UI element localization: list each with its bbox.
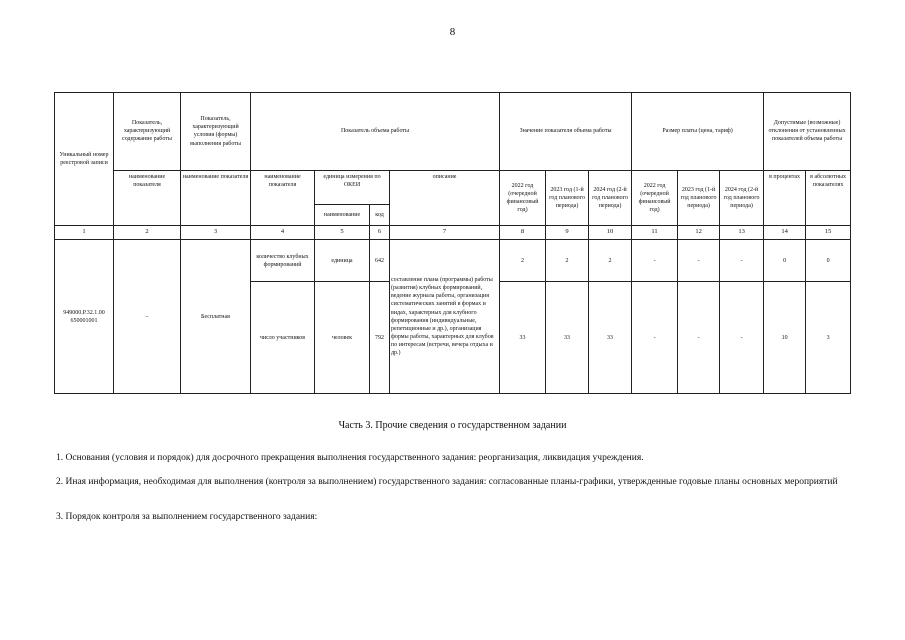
column-number: 8 (500, 225, 546, 240)
condition-value: Бесплатная (181, 240, 251, 394)
subheader-deviation-absolute: в абсолютных показателях (806, 170, 851, 225)
content-value: – (114, 240, 181, 394)
fee-2024: - (720, 240, 764, 282)
header-fee: Размер платы (цена, тариф) (632, 93, 764, 171)
column-number: 7 (390, 225, 500, 240)
unit-code: 792 (370, 282, 390, 394)
value-2023: 33 (546, 282, 589, 394)
page-number: 8 (449, 26, 456, 38)
subheader-indicator-name: наименование показателя (114, 170, 181, 225)
subheader-fee-2022: 2022 год (очередной финансовый год) (632, 170, 678, 225)
column-number: 13 (720, 225, 764, 240)
registry-number: 949000.Р.32.1.00 650001001 (55, 240, 114, 394)
paragraph-termination-grounds: 1. Основания (условия и порядок) для досрочного прекращения выполнения государственного задания: реорганизация, ликвидация учреждения. (56, 453, 644, 463)
fee-2024: - (720, 282, 764, 394)
column-number: 15 (806, 225, 851, 240)
subheader-okei-code: код (370, 204, 390, 225)
subheader-fee-2024: 2024 год (2-й год планового периода) (720, 170, 764, 225)
subheader-year-2022: 2022 год (очередной финансовый год) (500, 170, 546, 225)
table-row (55, 240, 851, 282)
column-number: 5 (315, 225, 370, 240)
subheader-okei-unit: единица измерения по ОКЕИ (315, 170, 390, 204)
header-unique-number: Уникальный номер реестровой записи (55, 93, 114, 226)
header-volume-indicator: Показатель объема работы (251, 93, 500, 171)
subheader-year-2024: 2024 год (2-й год планового периода) (589, 170, 632, 225)
unit-name: единица (315, 240, 370, 282)
column-number: 11 (632, 225, 678, 240)
column-number: 12 (678, 225, 720, 240)
column-number: 4 (251, 225, 315, 240)
indicator-name: количество клубных формирований (251, 240, 315, 282)
indicator-name: число участников (251, 282, 315, 394)
deviation-percent: 10 (764, 282, 806, 394)
column-number: 6 (370, 225, 390, 240)
deviation-absolute: 0 (806, 240, 851, 282)
column-numbers-row (55, 225, 851, 240)
column-number: 14 (764, 225, 806, 240)
value-2022: 2 (500, 240, 546, 282)
column-number: 1 (55, 225, 114, 240)
deviation-absolute: 3 (806, 282, 851, 394)
fee-2023: - (678, 282, 720, 394)
subheader-fee-2023: 2023 год (1-й год планового периода) (678, 170, 720, 225)
value-2023: 2 (546, 240, 589, 282)
header-content-indicator: Показатель, характеризующий содержание работы (114, 93, 181, 171)
fee-2023: - (678, 240, 720, 282)
part3-title: Часть 3. Прочие сведения о государственном задании (338, 420, 567, 431)
column-number: 9 (546, 225, 589, 240)
header-deviation: Допустимые (возможные) отклонения от установленных показателей объема работы (764, 93, 851, 171)
column-number: 10 (589, 225, 632, 240)
value-2022: 33 (500, 282, 546, 394)
subheader-year-2023: 2023 год (1-й год планового периода) (546, 170, 589, 225)
column-number: 3 (181, 225, 251, 240)
subheader-indicator-name: наименование показателя (181, 170, 251, 225)
fee-2022: - (632, 282, 678, 394)
paragraph-other-info: 2. Иная информация, необходимая для выполнения (контроля за выполнением) государственного задания: согласованные планы-графики, утвержденные годовые планы основных мероприятий (56, 477, 838, 487)
header-condition-indicator: Показатель, характеризующий условия (формы) выполнения работы (181, 93, 251, 171)
fee-2022: - (632, 240, 678, 282)
header-volume-value: Значение показателя объема работы (500, 93, 632, 171)
subheader-deviation-percent: в процентах (764, 170, 806, 225)
paragraph-control-procedure: 3. Порядок контроля за выполнением государственного задания: (56, 512, 318, 522)
subheader-okei-name: наименование (315, 204, 370, 225)
subheader-description: описание (390, 170, 500, 225)
deviation-percent: 0 (764, 240, 806, 282)
column-number: 2 (114, 225, 181, 240)
unit-name: человек (315, 282, 370, 394)
value-2024: 2 (589, 240, 632, 282)
work-description: составление плана (программы) работы (развития) клубных формирований, ведение журнала работы, организация систематических занятий в формах и видах, характерных для клубного формирования (индивидуальные, репетиционные и др.), организация формы работы, характерных для клубов по интересам (встречи, вечера отдыха и др.) (390, 240, 500, 394)
value-2024: 33 (589, 282, 632, 394)
subheader-indicator-name: наименование показателя (251, 170, 315, 225)
work-volume-table (54, 92, 851, 394)
unit-code: 642 (370, 240, 390, 282)
